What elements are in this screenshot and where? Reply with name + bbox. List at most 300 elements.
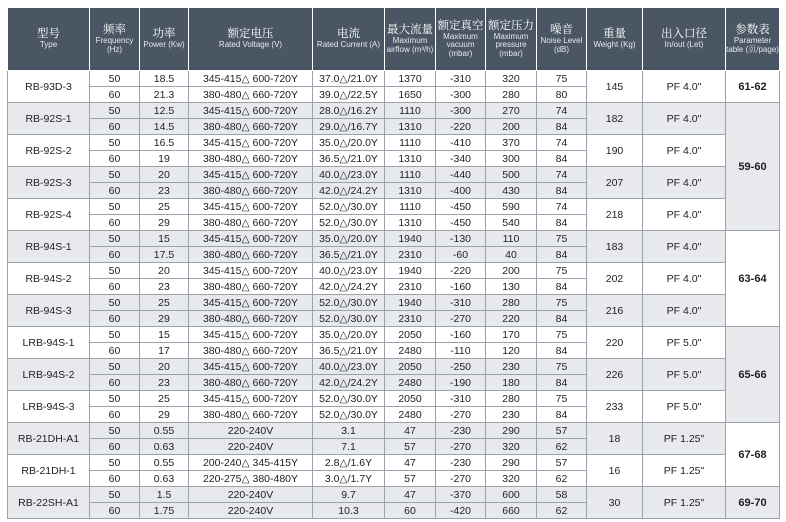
weight-cell: 218	[587, 199, 643, 231]
airflow-cell: 2480	[385, 407, 436, 423]
power-cell: 23	[140, 279, 189, 295]
frequency-cell: 60	[90, 407, 140, 423]
frequency-cell: 60	[90, 343, 140, 359]
airflow-cell: 2310	[385, 279, 436, 295]
airflow-cell: 47	[385, 423, 436, 439]
model-cell: RB-92S-4	[8, 199, 90, 231]
voltage-cell: 220-240V	[189, 423, 313, 439]
airflow-cell: 2050	[385, 327, 436, 343]
power-cell: 21.3	[140, 87, 189, 103]
port-cell: PF 4.0"	[643, 135, 726, 167]
pressure-cell: 660	[486, 503, 537, 519]
pressure-cell: 230	[486, 407, 537, 423]
header-cell: 最大流量 Maximum airflow (m³/h)	[385, 8, 436, 71]
frequency-cell: 60	[90, 87, 140, 103]
header-cell: 出入口径 In/out (Let)	[643, 8, 726, 71]
airflow-cell: 1110	[385, 199, 436, 215]
table-row	[8, 71, 780, 87]
current-cell: 52.0△/30.0Y	[313, 215, 385, 231]
power-cell: 23	[140, 183, 189, 199]
port-cell: PF 4.0"	[643, 71, 726, 103]
voltage-cell: 220-240V	[189, 439, 313, 455]
voltage-cell: 345-415△ 600-720Y	[189, 391, 313, 407]
frequency-cell: 50	[90, 263, 140, 279]
pressure-cell: 220	[486, 311, 537, 327]
port-cell: PF 5.0"	[643, 327, 726, 359]
weight-cell: 18	[587, 423, 643, 455]
power-cell: 15	[140, 327, 189, 343]
port-cell: PF 1.25"	[643, 487, 726, 519]
pressure-cell: 540	[486, 215, 537, 231]
vacuum-cell: -440	[436, 167, 486, 183]
airflow-cell: 2310	[385, 247, 436, 263]
power-cell: 12.5	[140, 103, 189, 119]
vacuum-cell: -300	[436, 87, 486, 103]
noise-cell: 84	[537, 311, 587, 327]
noise-cell: 75	[537, 71, 587, 87]
model-cell: RB-92S-1	[8, 103, 90, 135]
pressure-cell: 230	[486, 359, 537, 375]
power-cell: 25	[140, 295, 189, 311]
pressure-cell: 120	[486, 343, 537, 359]
model-cell: RB-22SH-A1	[8, 487, 90, 519]
noise-cell: 80	[537, 87, 587, 103]
power-cell: 0.55	[140, 423, 189, 439]
vacuum-cell: -340	[436, 151, 486, 167]
frequency-cell: 60	[90, 279, 140, 295]
model-cell: RB-93D-3	[8, 71, 90, 103]
voltage-cell: 345-415△ 600-720Y	[189, 359, 313, 375]
table-row	[8, 487, 780, 503]
vacuum-cell: -420	[436, 503, 486, 519]
noise-cell: 74	[537, 103, 587, 119]
power-cell: 0.55	[140, 455, 189, 471]
power-cell: 25	[140, 391, 189, 407]
airflow-cell: 1110	[385, 135, 436, 151]
page-ref-cell: 69-70	[726, 487, 780, 519]
frequency-cell: 50	[90, 423, 140, 439]
table-row	[8, 199, 780, 215]
current-cell: 35.0△/20.0Y	[313, 327, 385, 343]
vacuum-cell: -450	[436, 215, 486, 231]
model-cell: LRB-94S-2	[8, 359, 90, 391]
voltage-cell: 380-480△ 660-720Y	[189, 119, 313, 135]
noise-cell: 75	[537, 231, 587, 247]
pressure-cell: 110	[486, 231, 537, 247]
airflow-cell: 1110	[385, 167, 436, 183]
model-cell: LRB-94S-3	[8, 391, 90, 423]
noise-cell: 84	[537, 183, 587, 199]
current-cell: 52.0△/30.0Y	[313, 407, 385, 423]
voltage-cell: 380-480△ 660-720Y	[189, 183, 313, 199]
frequency-cell: 50	[90, 487, 140, 503]
noise-cell: 57	[537, 455, 587, 471]
voltage-cell: 345-415△ 600-720Y	[189, 135, 313, 151]
vacuum-cell: -220	[436, 263, 486, 279]
model-cell: RB-21DH-A1	[8, 423, 90, 455]
vacuum-cell: -410	[436, 135, 486, 151]
pressure-cell: 280	[486, 391, 537, 407]
model-cell: RB-94S-3	[8, 295, 90, 327]
weight-cell: 190	[587, 135, 643, 167]
header-cell: 额定电压 Rated Voltage (V)	[189, 8, 313, 71]
noise-cell: 84	[537, 375, 587, 391]
page-ref-cell: 65-66	[726, 327, 780, 423]
table-row	[8, 135, 780, 151]
pressure-cell: 320	[486, 471, 537, 487]
voltage-cell: 220-240V	[189, 503, 313, 519]
pressure-cell: 290	[486, 423, 537, 439]
airflow-cell: 2310	[385, 311, 436, 327]
pressure-cell: 320	[486, 439, 537, 455]
airflow-cell: 1110	[385, 103, 436, 119]
frequency-cell: 50	[90, 231, 140, 247]
pressure-cell: 200	[486, 263, 537, 279]
noise-cell: 84	[537, 119, 587, 135]
port-cell: PF 4.0"	[643, 231, 726, 263]
weight-cell: 220	[587, 327, 643, 359]
frequency-cell: 50	[90, 71, 140, 87]
frequency-cell: 50	[90, 391, 140, 407]
current-cell: 42.0△/24.2Y	[313, 183, 385, 199]
frequency-cell: 60	[90, 503, 140, 519]
noise-cell: 84	[537, 215, 587, 231]
airflow-cell: 1310	[385, 119, 436, 135]
current-cell: 3.0△/1.7Y	[313, 471, 385, 487]
header-cell: 型号 Type	[8, 8, 90, 71]
frequency-cell: 50	[90, 135, 140, 151]
model-cell: LRB-94S-1	[8, 327, 90, 359]
current-cell: 40.0△/23.0Y	[313, 167, 385, 183]
vacuum-cell: -310	[436, 391, 486, 407]
header-cell: 额定真空 Maximum vacuum (mbar)	[436, 8, 486, 71]
port-cell: PF 4.0"	[643, 199, 726, 231]
current-cell: 28.0△/16.2Y	[313, 103, 385, 119]
pressure-cell: 40	[486, 247, 537, 263]
pressure-cell: 170	[486, 327, 537, 343]
port-cell: PF 1.25"	[643, 423, 726, 455]
current-cell: 10.3	[313, 503, 385, 519]
header-cell: 额定压力 Maximum pressure (mbar)	[486, 8, 537, 71]
frequency-cell: 60	[90, 471, 140, 487]
power-cell: 29	[140, 407, 189, 423]
airflow-cell: 1940	[385, 231, 436, 247]
weight-cell: 226	[587, 359, 643, 391]
vacuum-cell: -270	[436, 407, 486, 423]
pressure-cell: 180	[486, 375, 537, 391]
noise-cell: 75	[537, 295, 587, 311]
frequency-cell: 60	[90, 183, 140, 199]
vacuum-cell: -230	[436, 423, 486, 439]
pressure-cell: 500	[486, 167, 537, 183]
vacuum-cell: -310	[436, 71, 486, 87]
noise-cell: 62	[537, 471, 587, 487]
pressure-cell: 200	[486, 119, 537, 135]
noise-cell: 84	[537, 247, 587, 263]
port-cell: PF 5.0"	[643, 391, 726, 423]
current-cell: 52.0△/30.0Y	[313, 311, 385, 327]
current-cell: 39.0△/22.5Y	[313, 87, 385, 103]
table-row	[8, 231, 780, 247]
current-cell: 52.0△/30.0Y	[313, 391, 385, 407]
noise-cell: 75	[537, 263, 587, 279]
vacuum-cell: -60	[436, 247, 486, 263]
page-ref-cell: 67-68	[726, 423, 780, 487]
model-cell: RB-94S-1	[8, 231, 90, 263]
pressure-cell: 430	[486, 183, 537, 199]
header-cell: 参数表 Parameter table (页/page)	[726, 8, 780, 71]
power-cell: 17.5	[140, 247, 189, 263]
current-cell: 7.1	[313, 439, 385, 455]
pressure-cell: 320	[486, 71, 537, 87]
noise-cell: 75	[537, 359, 587, 375]
current-cell: 36.5△/21.0Y	[313, 343, 385, 359]
current-cell: 40.0△/23.0Y	[313, 359, 385, 375]
weight-cell: 182	[587, 103, 643, 135]
frequency-cell: 50	[90, 103, 140, 119]
power-cell: 20	[140, 359, 189, 375]
power-cell: 29	[140, 215, 189, 231]
power-cell: 20	[140, 167, 189, 183]
port-cell: PF 1.25"	[643, 455, 726, 487]
noise-cell: 75	[537, 327, 587, 343]
page-ref-cell: 63-64	[726, 231, 780, 327]
port-cell: PF 4.0"	[643, 103, 726, 135]
vacuum-cell: -400	[436, 183, 486, 199]
current-cell: 3.1	[313, 423, 385, 439]
pressure-cell: 590	[486, 199, 537, 215]
voltage-cell: 380-480△ 660-720Y	[189, 407, 313, 423]
voltage-cell: 380-480△ 660-720Y	[189, 343, 313, 359]
power-cell: 1.5	[140, 487, 189, 503]
current-cell: 37.0△/21.0Y	[313, 71, 385, 87]
header-cell: 噪音 Noise Level (dB)	[537, 8, 587, 71]
frequency-cell: 50	[90, 455, 140, 471]
vacuum-cell: -300	[436, 103, 486, 119]
voltage-cell: 345-415△ 600-720Y	[189, 327, 313, 343]
table-row	[8, 455, 780, 471]
current-cell: 42.0△/24.2Y	[313, 375, 385, 391]
vacuum-cell: -190	[436, 375, 486, 391]
airflow-cell: 47	[385, 455, 436, 471]
voltage-cell: 220-275△ 380-480Y	[189, 471, 313, 487]
weight-cell: 216	[587, 295, 643, 327]
power-cell: 14.5	[140, 119, 189, 135]
current-cell: 52.0△/30.0Y	[313, 295, 385, 311]
power-cell: 17	[140, 343, 189, 359]
header-cell: 功率 Power (Kw)	[140, 8, 189, 71]
vacuum-cell: -220	[436, 119, 486, 135]
frequency-cell: 50	[90, 167, 140, 183]
airflow-cell: 57	[385, 471, 436, 487]
pressure-cell: 370	[486, 135, 537, 151]
voltage-cell: 200-240△ 345-415Y	[189, 455, 313, 471]
pressure-cell: 600	[486, 487, 537, 503]
current-cell: 40.0△/23.0Y	[313, 263, 385, 279]
noise-cell: 75	[537, 391, 587, 407]
power-cell: 25	[140, 199, 189, 215]
vacuum-cell: -270	[436, 311, 486, 327]
page-ref-cell: 61-62	[726, 71, 780, 103]
current-cell: 2.8△/1.6Y	[313, 455, 385, 471]
voltage-cell: 380-480△ 660-720Y	[189, 87, 313, 103]
airflow-cell: 2480	[385, 375, 436, 391]
vacuum-cell: -230	[436, 455, 486, 471]
vacuum-cell: -110	[436, 343, 486, 359]
table-row	[8, 423, 780, 439]
model-cell: RB-92S-2	[8, 135, 90, 167]
noise-cell: 84	[537, 343, 587, 359]
spec-table	[7, 7, 780, 519]
current-cell: 52.0△/30.0Y	[313, 199, 385, 215]
power-cell: 20	[140, 263, 189, 279]
frequency-cell: 60	[90, 215, 140, 231]
airflow-cell: 1310	[385, 151, 436, 167]
power-cell: 16.5	[140, 135, 189, 151]
power-cell: 19	[140, 151, 189, 167]
voltage-cell: 345-415△ 600-720Y	[189, 167, 313, 183]
vacuum-cell: -270	[436, 439, 486, 455]
vacuum-cell: -270	[436, 471, 486, 487]
pressure-cell: 290	[486, 455, 537, 471]
airflow-cell: 1940	[385, 295, 436, 311]
frequency-cell: 50	[90, 295, 140, 311]
header-cell: 电流 Rated Current (A)	[313, 8, 385, 71]
pressure-cell: 130	[486, 279, 537, 295]
weight-cell: 233	[587, 391, 643, 423]
weight-cell: 207	[587, 167, 643, 199]
table-row	[8, 391, 780, 407]
current-cell: 9.7	[313, 487, 385, 503]
voltage-cell: 380-480△ 660-720Y	[189, 247, 313, 263]
pressure-cell: 280	[486, 295, 537, 311]
pressure-cell: 270	[486, 103, 537, 119]
model-cell: RB-21DH-1	[8, 455, 90, 487]
noise-cell: 84	[537, 407, 587, 423]
frequency-cell: 60	[90, 247, 140, 263]
voltage-cell: 345-415△ 600-720Y	[189, 71, 313, 87]
pressure-cell: 280	[486, 87, 537, 103]
power-cell: 0.63	[140, 439, 189, 455]
voltage-cell: 345-415△ 600-720Y	[189, 231, 313, 247]
port-cell: PF 5.0"	[643, 359, 726, 391]
airflow-cell: 1940	[385, 263, 436, 279]
noise-cell: 57	[537, 423, 587, 439]
voltage-cell: 380-480△ 660-720Y	[189, 279, 313, 295]
noise-cell: 74	[537, 167, 587, 183]
table-row	[8, 295, 780, 311]
power-cell: 15	[140, 231, 189, 247]
table-row	[8, 359, 780, 375]
vacuum-cell: -160	[436, 279, 486, 295]
power-cell: 18.5	[140, 71, 189, 87]
power-cell: 0.63	[140, 471, 189, 487]
current-cell: 29.0△/16.7Y	[313, 119, 385, 135]
weight-cell: 30	[587, 487, 643, 519]
header-cell: 频率 Frequency (Hz)	[90, 8, 140, 71]
frequency-cell: 50	[90, 359, 140, 375]
voltage-cell: 220-240V	[189, 487, 313, 503]
voltage-cell: 345-415△ 600-720Y	[189, 199, 313, 215]
noise-cell: 74	[537, 199, 587, 215]
vacuum-cell: -370	[436, 487, 486, 503]
airflow-cell: 2480	[385, 343, 436, 359]
airflow-cell: 1310	[385, 215, 436, 231]
noise-cell: 62	[537, 439, 587, 455]
frequency-cell: 50	[90, 199, 140, 215]
voltage-cell: 345-415△ 600-720Y	[189, 263, 313, 279]
header-cell: 重量 Weight (Kg)	[587, 8, 643, 71]
vacuum-cell: -450	[436, 199, 486, 215]
noise-cell: 84	[537, 151, 587, 167]
voltage-cell: 380-480△ 660-720Y	[189, 375, 313, 391]
table-row	[8, 167, 780, 183]
voltage-cell: 345-415△ 600-720Y	[189, 103, 313, 119]
airflow-cell: 1650	[385, 87, 436, 103]
vacuum-cell: -160	[436, 327, 486, 343]
current-cell: 36.5△/21.0Y	[313, 151, 385, 167]
weight-cell: 183	[587, 231, 643, 263]
weight-cell: 16	[587, 455, 643, 487]
frequency-cell: 60	[90, 311, 140, 327]
noise-cell: 62	[537, 503, 587, 519]
port-cell: PF 4.0"	[643, 167, 726, 199]
airflow-cell: 47	[385, 487, 436, 503]
page-ref-cell: 59-60	[726, 103, 780, 231]
power-cell: 23	[140, 375, 189, 391]
current-cell: 36.5△/21.0Y	[313, 247, 385, 263]
noise-cell: 58	[537, 487, 587, 503]
table-row	[8, 103, 780, 119]
power-cell: 29	[140, 311, 189, 327]
frequency-cell: 60	[90, 151, 140, 167]
frequency-cell: 60	[90, 439, 140, 455]
spec-body	[8, 71, 780, 519]
port-cell: PF 4.0"	[643, 295, 726, 327]
current-cell: 42.0△/24.2Y	[313, 279, 385, 295]
noise-cell: 84	[537, 279, 587, 295]
airflow-cell: 60	[385, 503, 436, 519]
table-row	[8, 263, 780, 279]
airflow-cell: 2050	[385, 391, 436, 407]
airflow-cell: 1310	[385, 183, 436, 199]
model-cell: RB-92S-3	[8, 167, 90, 199]
port-cell: PF 4.0"	[643, 263, 726, 295]
weight-cell: 202	[587, 263, 643, 295]
noise-cell: 74	[537, 135, 587, 151]
voltage-cell: 380-480△ 660-720Y	[189, 311, 313, 327]
frequency-cell: 50	[90, 327, 140, 343]
airflow-cell: 1370	[385, 71, 436, 87]
vacuum-cell: -130	[436, 231, 486, 247]
model-cell: RB-94S-2	[8, 263, 90, 295]
frequency-cell: 60	[90, 375, 140, 391]
weight-cell: 145	[587, 71, 643, 103]
frequency-cell: 60	[90, 119, 140, 135]
header-row	[8, 8, 780, 71]
table-row	[8, 327, 780, 343]
airflow-cell: 2050	[385, 359, 436, 375]
airflow-cell: 57	[385, 439, 436, 455]
power-cell: 1.75	[140, 503, 189, 519]
pressure-cell: 300	[486, 151, 537, 167]
vacuum-cell: -310	[436, 295, 486, 311]
voltage-cell: 380-480△ 660-720Y	[189, 151, 313, 167]
voltage-cell: 380-480△ 660-720Y	[189, 215, 313, 231]
voltage-cell: 345-415△ 600-720Y	[189, 295, 313, 311]
current-cell: 35.0△/20.0Y	[313, 135, 385, 151]
vacuum-cell: -250	[436, 359, 486, 375]
